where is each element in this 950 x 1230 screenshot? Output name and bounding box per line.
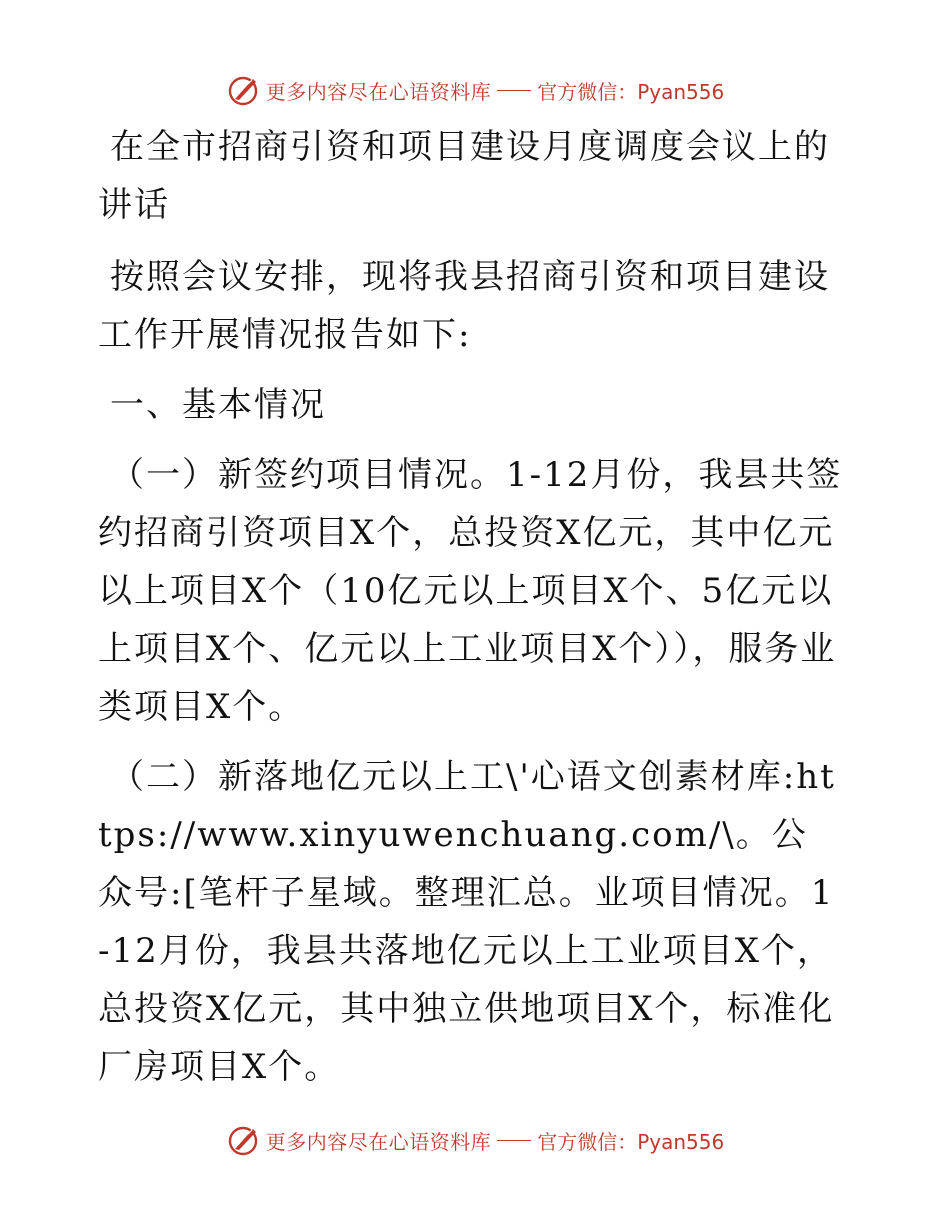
- document-title: 在全市招商引资和项目建设月度调度会议上的讲话: [98, 127, 830, 225]
- header-wechat-text: 官方微信：Pyan556: [537, 79, 725, 104]
- paragraph-new-signed-projects: （一）新签约项目情况。1-12月份，我县共签约招商引资项目X个，总投资X亿元，其中亿元以上项目X个（10亿元以上项目X个、5亿元以上项目X个、亿元以上工业项目X个）），服务业类项目X个。: [98, 455, 843, 727]
- paragraph-intro: 按照会议安排，现将我县招商引资和项目建设工作开展情况报告如下:: [98, 257, 830, 355]
- footer-wechat-text: 官方微信：Pyan556: [537, 1129, 725, 1154]
- footer-banner-inner: [226, 1122, 725, 1158]
- header-site-text: 更多内容尽在心语资料库: [265, 79, 492, 104]
- document-body: [98, 118, 843, 1108]
- header-banner: [0, 70, 950, 110]
- section-heading-basic: 一、基本情况: [110, 385, 326, 425]
- footer-site-text: 更多内容尽在心语资料库: [265, 1129, 492, 1154]
- quill-logo-icon: [226, 1122, 262, 1158]
- footer-dash: [497, 1140, 531, 1141]
- paragraph-new-landed-projects: （二）新落地亿元以上工\'心语文创素材库:https://www.xinyuwenchuang.com/\。公众号:[笔杆子星域。整理汇总。业项目情况。1-12月份，我县共落地亿元以上工业项目X个，总投资X亿元，其中独立供地项目X个，标准化厂房项目X个。: [98, 757, 836, 1087]
- footer-banner: [0, 1120, 950, 1160]
- header-dash: [497, 90, 531, 91]
- header-banner-inner: [226, 72, 725, 108]
- quill-logo-icon: [226, 72, 262, 108]
